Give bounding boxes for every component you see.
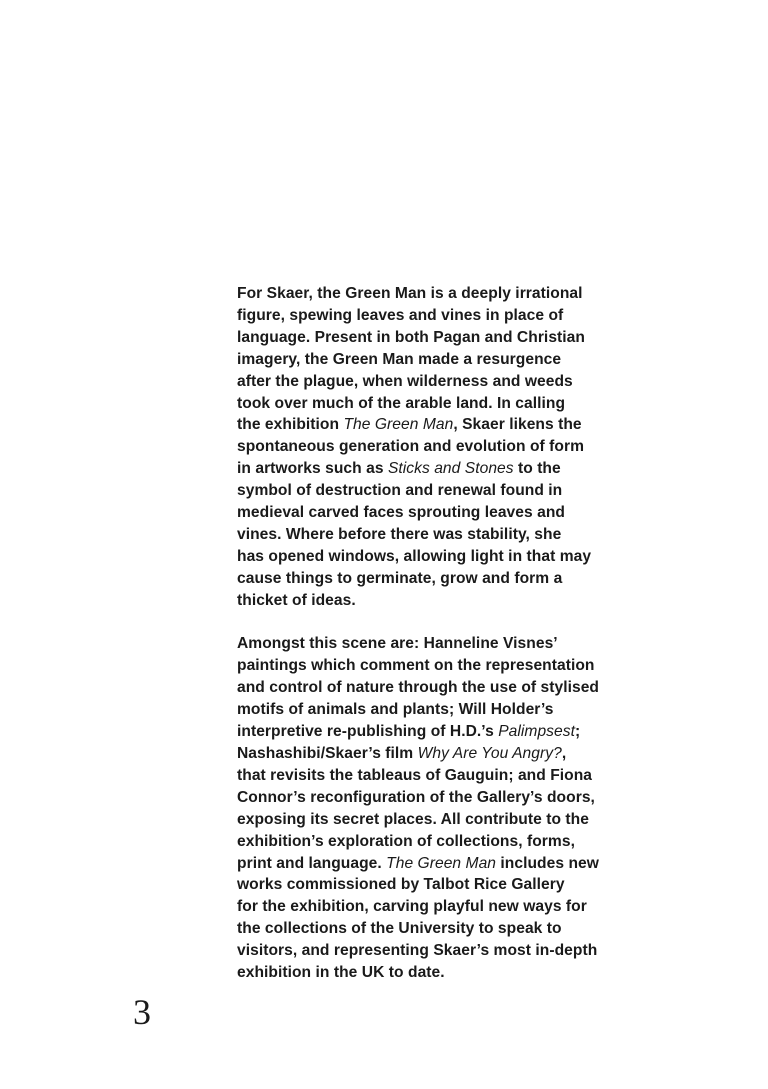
text-line bbox=[237, 524, 667, 546]
text-line bbox=[237, 546, 667, 568]
text-run: Nashashibi/Skaer’s film bbox=[237, 745, 418, 763]
text-run: print and language. bbox=[237, 854, 387, 872]
text-run: exhibition in the UK to date. bbox=[237, 964, 445, 982]
italic-title: Sticks and Stones bbox=[387, 460, 514, 478]
text-line bbox=[237, 918, 667, 940]
paragraph bbox=[237, 633, 667, 984]
text-line bbox=[237, 677, 667, 699]
text-line bbox=[237, 787, 667, 809]
text-run: Amongst this scene are: Hanneline Visnes’ bbox=[237, 635, 558, 653]
text-line bbox=[237, 590, 667, 612]
text-line bbox=[237, 699, 667, 721]
text-run: took over much of the arable land. In calling bbox=[237, 394, 566, 412]
text-line bbox=[237, 349, 667, 371]
text-run: exhibition’s exploration of collections, forms, bbox=[237, 832, 575, 850]
text-run: works commissioned by Talbot Rice Gallery bbox=[237, 876, 565, 894]
text-run: thicket of ideas. bbox=[237, 591, 356, 609]
text-run: to the bbox=[513, 460, 561, 478]
text-run: , bbox=[561, 745, 567, 763]
text-run: includes new bbox=[496, 854, 599, 872]
text-line bbox=[237, 393, 667, 415]
text-run: language. Present in both Pagan and Christian bbox=[237, 328, 585, 346]
text-run: and control of nature through the use of stylised bbox=[237, 679, 599, 697]
text-run: For Skaer, the Green Man is a deeply irrational bbox=[237, 285, 583, 302]
text-line bbox=[237, 480, 667, 502]
paragraph bbox=[237, 283, 667, 612]
text-line bbox=[237, 940, 667, 962]
text-run: ; bbox=[574, 723, 581, 741]
text-line bbox=[237, 568, 667, 590]
text-run: visitors, and representing Skaer’s most in-depth bbox=[237, 942, 598, 960]
text-run: symbol of destruction and renewal found in bbox=[237, 482, 563, 500]
text-line bbox=[237, 414, 667, 436]
text-line bbox=[237, 436, 667, 458]
italic-title: The Green Man bbox=[343, 416, 454, 434]
page-number: 3 bbox=[133, 992, 151, 1032]
text-line bbox=[237, 809, 667, 831]
text-line bbox=[237, 743, 667, 765]
text-run: paintings which comment on the representation bbox=[237, 657, 595, 675]
text-run: cause things to germinate, grow and form a bbox=[237, 569, 563, 587]
text-run: in artworks such as bbox=[237, 460, 388, 478]
text-run: medieval carved faces sprouting leaves and bbox=[237, 504, 565, 522]
text-line bbox=[237, 721, 667, 743]
text-line bbox=[237, 502, 667, 524]
text-run: imagery, the Green Man made a resurgence bbox=[237, 350, 562, 368]
text-line bbox=[237, 305, 667, 327]
text-line bbox=[237, 874, 667, 896]
text-run: for the exhibition, carving playful new ways for bbox=[237, 898, 587, 916]
text-run: after the plague, when wilderness and weeds bbox=[237, 372, 573, 390]
body-text bbox=[237, 283, 667, 984]
text-line bbox=[237, 633, 667, 655]
text-line bbox=[237, 655, 667, 677]
text-run: Connor’s reconfiguration of the Gallery’s doors, bbox=[237, 788, 595, 806]
italic-title: The Green Man bbox=[386, 854, 497, 872]
text-line bbox=[237, 896, 667, 918]
text-line bbox=[237, 853, 667, 875]
text-run: the exhibition bbox=[237, 416, 344, 434]
text-run: exposing its secret places. All contribute to the bbox=[237, 810, 589, 828]
text-run: vines. Where before there was stability, she bbox=[237, 525, 562, 543]
text-line bbox=[237, 283, 667, 305]
text-line bbox=[237, 765, 667, 787]
text-run: the collections of the University to speak to bbox=[237, 920, 562, 938]
text-run: has opened windows, allowing light in that may bbox=[237, 547, 592, 565]
text-run: spontaneous generation and evolution of form bbox=[237, 438, 585, 456]
text-run: , Skaer likens the bbox=[453, 416, 582, 434]
italic-title: Why Are You Angry? bbox=[417, 745, 562, 763]
text-run: motifs of animals and plants; Will Holder’s bbox=[237, 701, 554, 719]
text-run: that revisits the tableaus of Gauguin; and Fiona bbox=[237, 766, 593, 784]
text-line bbox=[237, 327, 667, 349]
text-line bbox=[237, 831, 667, 853]
text-line bbox=[237, 371, 667, 393]
text-line bbox=[237, 458, 667, 480]
text-line bbox=[237, 962, 667, 984]
text-run: interpretive re-publishing of H.D.’s bbox=[237, 723, 499, 741]
text-run: figure, spewing leaves and vines in place of bbox=[237, 306, 564, 324]
italic-title: Palimpsest bbox=[498, 723, 575, 741]
